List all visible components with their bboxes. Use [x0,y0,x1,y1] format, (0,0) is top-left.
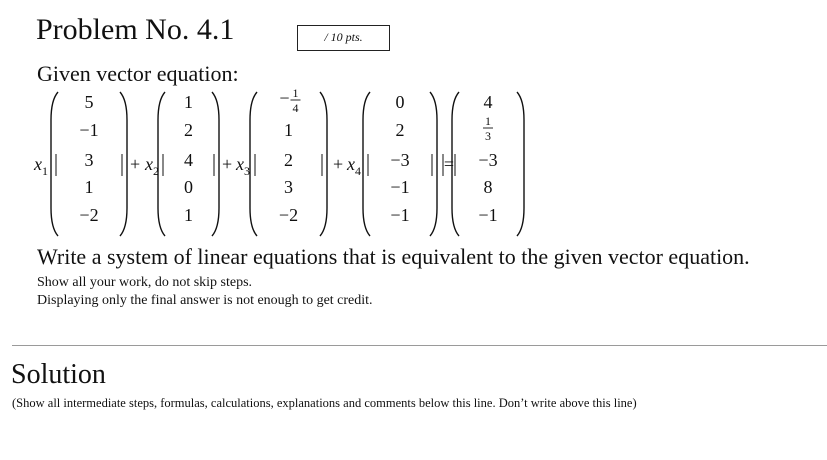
result-entry-5: −1 [478,205,498,225]
solution-instructions: (Show all intermediate steps, formulas, calculations, explanations and comments below this line. Don’t write above this line) [12,396,637,410]
vector-1-entry-5: −2 [79,205,99,225]
vector-3-entry-3: 2 [284,150,293,170]
variable-x3: $x_3$ [236,154,250,178]
vector-4-entry-4: −1 [390,177,410,197]
vector-3-entry-5: −2 [278,205,299,225]
vector-3-right-paren [320,92,327,236]
result-entry-2-numerator: 1 [485,114,491,128]
variable-x2: $x_2$ [145,154,159,178]
plus-sign: + [222,154,233,174]
vector-4-right-paren [430,92,437,236]
plus-sign: + [333,154,344,174]
vector-2-entry-2: 2 [184,120,193,140]
result-right-paren [517,92,524,236]
variable-x1: $x_1$ [34,154,48,178]
result-entry-2-denominator: 3 [485,129,491,143]
vector-1-right-paren [120,92,127,236]
vector-1-entry-4: 1 [84,177,94,197]
vector-1-entry-1: 5 [84,92,94,112]
vector-4-entry-2: 2 [395,120,405,140]
vector-4-left-paren [363,92,370,236]
solution-heading: Solution [11,359,106,390]
vector-2-entry-3: 4 [184,150,193,170]
vector-2-entry-4: 0 [184,177,193,197]
vector-4-entry-1: 0 [395,92,405,112]
result-entry-3: −3 [478,150,498,170]
vector-1-entry-3: 3 [84,150,94,170]
vector-equation [0,86,540,242]
vector-3-entry-1-numerator: 1 [292,86,299,100]
vector-2-left-paren [158,92,165,236]
vector-3-entry-2: 1 [284,120,293,140]
vector-1-entry-2: −1 [79,120,99,140]
result-entry-4: 8 [483,177,493,197]
credit-note: Displaying only the final answer is not enough to get credit. [37,293,373,308]
vector-2-entry-5: 1 [184,205,193,225]
vector-4-entry-5: −1 [390,205,410,225]
vector-3-left-paren [250,92,257,236]
vector-2-entry-1: 1 [184,92,193,112]
work-note: Show all your work, do not skip steps. [37,275,253,290]
points-box[interactable]: / 10 pts. [297,25,390,51]
equals-sign: = [443,154,455,174]
task-text: Write a system of linear equations that is equivalent to the given vector equation. [37,244,750,269]
vector-1-left-paren [51,92,58,236]
result-entry-1: 4 [483,92,493,112]
variable-x4: $x_4$ [347,154,361,178]
problem-title: Problem No. 4.1 [36,13,235,46]
vector-2-right-paren [212,92,219,236]
vector-3-entry-1-denominator: 4 [292,101,299,115]
vector-4-entry-3: −3 [390,150,410,170]
intro-text: Given vector equation: [37,61,239,86]
vector-3-entry-4: 3 [284,177,293,197]
plus-sign: + [130,154,141,174]
solution-divider [12,345,827,346]
vector-3-entry-1-sign: − [279,88,290,108]
